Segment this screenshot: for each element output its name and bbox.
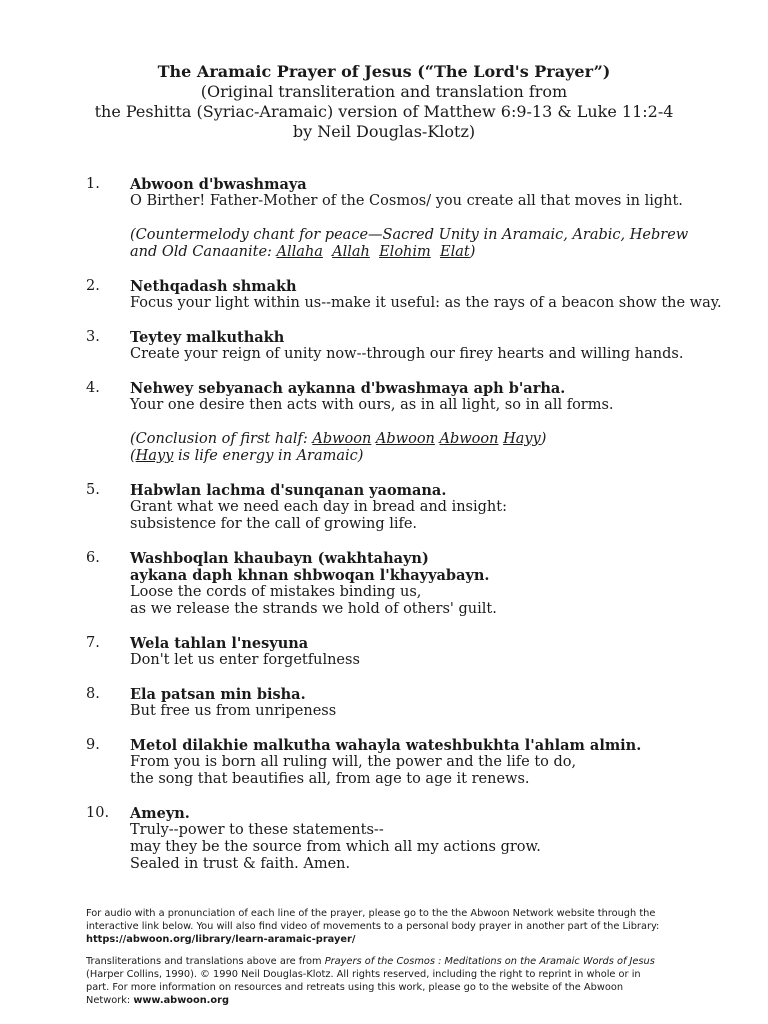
english-translation: Your one desire then acts with ours, as in all light, so in all forms. (130, 397, 614, 413)
chant-word: Hayy (503, 431, 541, 447)
prayer-line-3 (86, 329, 726, 363)
chant-word: Abwoon (375, 431, 435, 447)
chant-word: Abwoon (439, 431, 499, 447)
subtitle-line-3: by Neil Douglas-Klotz) (292, 122, 476, 141)
aramaic-text: Washboqlan khaubayn (wakhtahayn) (130, 550, 429, 567)
english-translation: But free us from unripeness (130, 703, 337, 719)
prayer-list (86, 176, 726, 890)
prayer-line-8 (86, 686, 726, 720)
prayer-line-10 (86, 805, 726, 873)
line-body (130, 550, 726, 618)
aramaic-text: Metol dilakhie malkutha wahayla wateshbukhta l'ahlam almin. (130, 737, 642, 754)
line-number: 4. (86, 380, 100, 396)
chant-word: Abwoon (312, 431, 372, 447)
english-translation: may they be the source from which all my actions grow. (130, 839, 541, 855)
prayer-line-2 (86, 278, 726, 312)
prayer-line-9 (86, 737, 726, 788)
line-body (130, 482, 726, 533)
line-number: 8. (86, 686, 100, 702)
line-body (130, 805, 726, 873)
english-translation: as we release the strands we hold of others' guilt. (130, 601, 497, 617)
aramaic-text: Abwoon d'bwashmaya (130, 176, 307, 193)
line-number: 9. (86, 737, 100, 753)
page-header (0, 62, 768, 142)
aramaic-text: Habwlan lachma d'sunqanan yaomana. (130, 482, 447, 499)
conclusion-note: (Conclusion of first half: Abwoon Abwoon Abwoon Hayy) (Hayy is life energy in Aramaic) (130, 431, 547, 464)
aramaic-text: Nethqadash shmakh (130, 278, 297, 295)
line-body (130, 686, 726, 720)
english-translation: From you is born all ruling will, the power and the life to do, (130, 754, 577, 770)
english-translation: the song that beautifies all, from age to age it renews. (130, 771, 530, 787)
english-translation: Create your reign of unity now--through our firey hearts and willing hands. (130, 346, 684, 362)
english-translation: Sealed in trust & faith. Amen. (130, 856, 351, 872)
english-translation: Focus your light within us--make it useful: as the rays of a beacon show the way. (130, 295, 722, 311)
chant-word: Elat (440, 244, 470, 260)
line-number: 7. (86, 635, 100, 651)
english-translation: O Birther! Father-Mother of the Cosmos/ you create all that moves in light. (130, 193, 683, 209)
line-number: 5. (86, 482, 100, 498)
aramaic-text: Ameyn. (130, 805, 190, 822)
hayy-word: Hayy (135, 448, 174, 464)
chant-note: (Countermelody chant for peace—Sacred Unity in Aramaic, Arabic, Hebrew and Old Canaanite: Allaha Allah Elohim Elat) (130, 227, 689, 260)
prayer-line-7 (86, 635, 726, 669)
english-translation: subsistence for the call of growing life. (130, 516, 418, 532)
aramaic-text: Teytey malkuthakh (130, 329, 285, 346)
subtitle-line-2: the Peshitta (Syriac-Aramaic) version of Matthew 6:9-13 & Luke 11:2-4 (94, 102, 674, 121)
chant-word: Elohim (379, 244, 431, 260)
line-body (130, 635, 726, 669)
chant-note-text: Countermelody chant for peace—Sacred Unity in Aramaic, Arabic, Hebrew (135, 227, 689, 243)
chant-word: Allah (332, 244, 370, 260)
subtitle-line-1: (Original transliteration and translation from (200, 82, 568, 101)
book-title: Prayers of the Cosmos : Meditations on the Aramaic Words of Jesus (324, 956, 655, 967)
line-number: 6. (86, 550, 100, 566)
website-link[interactable]: www.abwoon.org (133, 995, 229, 1006)
line-number: 2. (86, 278, 100, 294)
page-title: The Aramaic Prayer of Jesus (“The Lord's Prayer”) (157, 62, 611, 81)
prayer-line-1 (86, 176, 726, 261)
english-translation: Grant what we need each day in bread and insight: (130, 499, 507, 515)
aramaic-text: Wela tahlan l'nesyuna (130, 635, 309, 652)
prayer-line-4 (86, 380, 726, 465)
line-number: 1. (86, 176, 100, 192)
line-body (130, 737, 726, 788)
aramaic-text: Nehwey sebyanach aykanna d'bwashmaya aph b'arha. (130, 380, 566, 397)
english-translation: Don't let us enter forgetfulness (130, 652, 360, 668)
chant-word: Allaha (276, 244, 323, 260)
footer-copyright (86, 955, 666, 1007)
english-translation: Truly--power to these statements-- (130, 822, 384, 838)
english-translation: Loose the cords of mistakes binding us, (130, 584, 422, 600)
line-number: 10. (86, 805, 110, 821)
library-link[interactable]: https://abwoon.org/library/learn-aramaic-prayer/ (86, 934, 356, 945)
footer-copyright-text: (Harper Collins, 1990). © 1990 Neil Douglas-Klotz. All rights reserved, including the right to reprint in whole or in part. For more information on resources and retreats using this work, please go to the website of the Abwoon Network: (86, 969, 641, 1006)
footer-source-prefix: Transliterations and translations above are from (86, 956, 325, 967)
line-body (130, 329, 726, 363)
aramaic-text: Ela patsan min bisha. (130, 686, 306, 703)
line-number: 3. (86, 329, 100, 345)
footer-audio-note (86, 907, 666, 946)
line-body (130, 278, 726, 312)
prayer-line-6 (86, 550, 726, 618)
footer-audio-text: For audio with a pronunciation of each line of the prayer, please go to the the Abwoon Network website through the interactive link below. You will also find video of movements to a personal body prayer in another part of the Library: (86, 908, 660, 932)
aramaic-text: aykana daph khnan shbwoqan l'khayyabayn. (130, 567, 490, 584)
prayer-line-5 (86, 482, 726, 533)
line-body (130, 176, 726, 261)
line-body (130, 380, 726, 465)
